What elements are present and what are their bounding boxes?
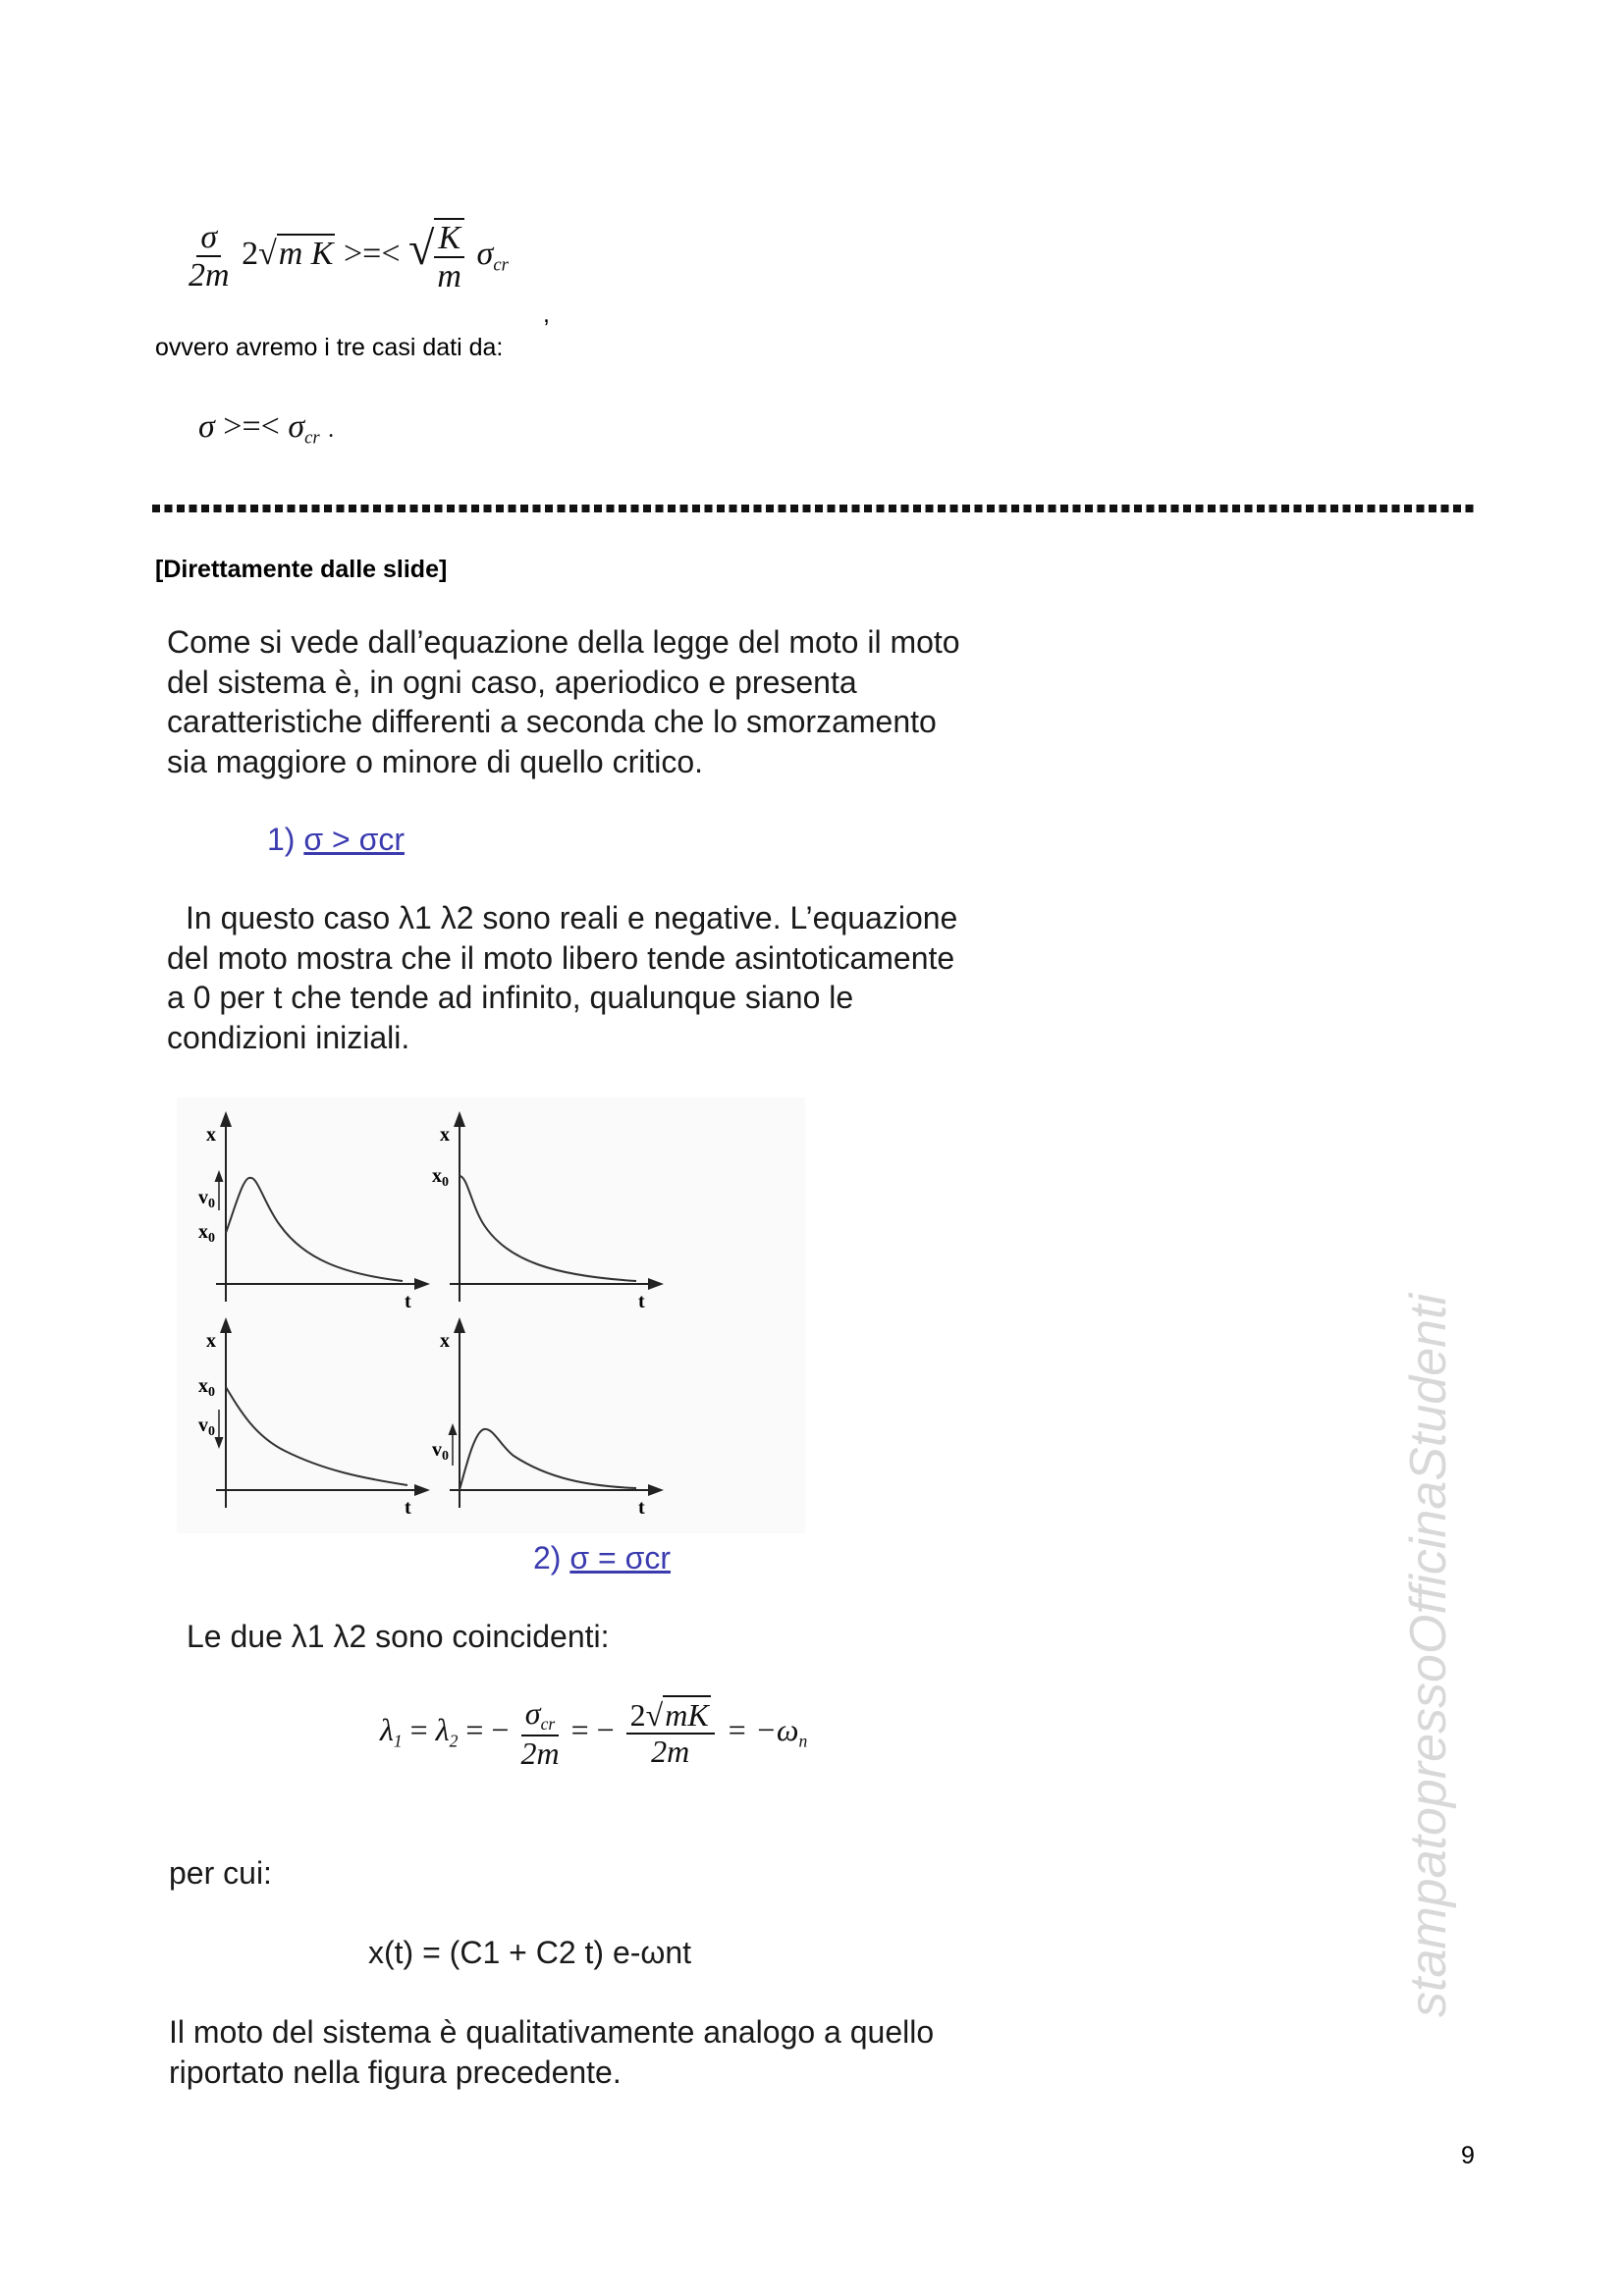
sigma: σ	[524, 1695, 541, 1731]
coefficient: 2	[629, 1696, 646, 1733]
equals-minus: = −	[458, 1712, 510, 1748]
svg-text:v0	[198, 1187, 215, 1211]
label-x0: x	[198, 1221, 208, 1243]
formula-lambda	[380, 1696, 807, 1771]
axis-label-x: x	[206, 1330, 216, 1352]
svg-text:x0	[198, 1375, 215, 1400]
axis-label-t: t	[405, 1291, 411, 1312]
fraction-numerator: K	[434, 220, 464, 258]
response-graphs-figure	[177, 1097, 805, 1533]
equals-minus-omega: = −ω	[726, 1712, 799, 1748]
coincident-text: Le due λ1 λ2 sono coincidenti:	[187, 1619, 610, 1654]
label-x0: x	[432, 1165, 442, 1187]
fraction-numerator: σ	[196, 219, 221, 257]
sqrt-argument: mK	[665, 1696, 709, 1733]
slide-paragraph-3	[169, 2012, 934, 2092]
motion-equation: x(t) = (C1 + C2 t) e-ωnt	[368, 1935, 692, 1970]
sqrt-argument: m K	[278, 236, 334, 273]
svg-text:v0	[198, 1415, 215, 1439]
text-line: caratteristiche differenti a seconda che lo smorzamento	[167, 704, 937, 739]
response-curve	[226, 1387, 407, 1485]
fraction-denominator: 2m	[520, 1735, 560, 1771]
case-1-link[interactable]: σ > σcr	[303, 822, 405, 857]
svg-text:x0	[432, 1165, 449, 1190]
label-v0: v	[198, 1187, 208, 1208]
sigma: σ	[476, 236, 494, 273]
subscript: 1	[393, 1731, 403, 1751]
subscript: cr	[304, 427, 320, 449]
graph-panel-2	[432, 1119, 656, 1312]
comma: ,	[543, 300, 550, 328]
case-2-heading	[533, 1538, 671, 1578]
axis-label-t: t	[638, 1291, 645, 1312]
label-x0: x	[198, 1375, 208, 1397]
equals: =	[402, 1712, 436, 1748]
sigma: σ	[198, 408, 215, 445]
subscript: 0	[442, 1449, 449, 1464]
fraction-denominator: 2m	[189, 257, 230, 294]
equals-minus: = −	[570, 1712, 615, 1748]
fraction-denominator: m	[437, 258, 461, 295]
slide-paragraph-2	[167, 898, 957, 1057]
dotted-separator	[152, 505, 1478, 512]
text-line: sia maggiore o minore di quello critico.	[167, 743, 704, 779]
text-line: Come si vede dall’equazione della legge del moto il moto	[167, 624, 960, 660]
page-number: 9	[1461, 2142, 1475, 2169]
axis-label-x: x	[440, 1124, 450, 1146]
watermark: stampatopressoOfficinaStudenti	[1400, 1293, 1457, 2017]
axis-label-x: x	[440, 1330, 450, 1352]
graph-panel-4	[432, 1325, 656, 1519]
graph-panel-1	[198, 1119, 422, 1312]
lambda: λ	[435, 1712, 450, 1748]
text-line: condizioni iniziali.	[167, 1019, 410, 1055]
case-number: 1)	[267, 822, 304, 857]
axis-label-x: x	[206, 1124, 216, 1146]
sqrt-icon: √	[408, 223, 435, 276]
sqrt-icon: √	[645, 1696, 664, 1733]
label-v0: v	[198, 1415, 208, 1436]
formula-cases	[198, 408, 334, 450]
subscript: 0	[208, 1231, 215, 1246]
axis-label-t: t	[405, 1497, 411, 1519]
subscript: 0	[442, 1175, 449, 1190]
slide-paragraph-1	[167, 622, 960, 781]
response-curve	[460, 1429, 636, 1490]
response-curve	[460, 1176, 636, 1281]
period: .	[328, 417, 335, 443]
text-line: In questo caso λ1 λ2 sono reali e negative. L’equazione	[186, 900, 958, 935]
subscript: cr	[493, 254, 509, 276]
per-cui-text: per cui:	[169, 1855, 272, 1891]
relation: >=<	[343, 236, 401, 273]
subscript: 0	[208, 1197, 215, 1211]
coefficient: 2	[242, 236, 259, 273]
text-line: del moto mostra che il moto libero tende asintoticamente	[167, 939, 955, 976]
sigma: σ	[288, 408, 305, 445]
sqrt-icon: √	[258, 236, 277, 273]
subscript: n	[798, 1731, 808, 1751]
graph-panel-3	[198, 1325, 422, 1519]
relation: >=<	[214, 408, 289, 445]
case-number: 2)	[533, 1540, 570, 1575]
fraction-denominator: 2m	[651, 1733, 690, 1769]
lambda: λ	[380, 1712, 394, 1748]
section-heading: [Direttamente dalle slide]	[155, 556, 448, 583]
subscript: 2	[449, 1731, 459, 1751]
intro-text: ovvero avremo i tre casi dati da:	[155, 334, 504, 361]
axis-label-t: t	[638, 1497, 645, 1519]
svg-text:v0	[432, 1439, 449, 1464]
label-v0: v	[432, 1439, 442, 1461]
subscript: 0	[208, 1385, 215, 1400]
case-1-heading	[267, 820, 405, 860]
text-line: del sistema è, in ogni caso, aperiodico e presenta	[167, 664, 857, 700]
text-line: Il moto del sistema è qualitativamente analogo a quello	[169, 2014, 935, 2050]
case-2-link[interactable]: σ = σcr	[569, 1540, 671, 1575]
text-line: riportato nella figura precedente.	[169, 2054, 622, 2090]
subscript: 0	[208, 1424, 215, 1439]
text-line: a 0 per t che tende ad infinito, qualunque siano le	[167, 980, 854, 1015]
svg-text:x0	[198, 1221, 215, 1246]
subscript: cr	[540, 1714, 556, 1735]
formula-damping-comparison	[185, 218, 509, 295]
response-curve	[226, 1178, 403, 1281]
